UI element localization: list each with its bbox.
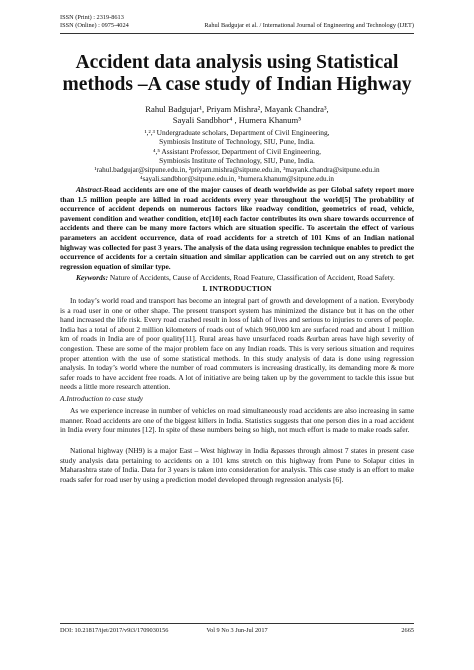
header-divider — [60, 33, 414, 34]
affiliation-line: ⁴,⁵ Assistant Professor, Department of Civil Engineering, — [152, 146, 322, 156]
authors-line-1: Rahul Badgujar¹, Priyam Mishra², Mayank Chandra³, — [145, 104, 329, 114]
footer-divider — [60, 623, 414, 624]
running-head: Rahul Badgujar et al. / International Journal of Engineering and Technology (IJET) — [204, 22, 414, 29]
abstract — [60, 185, 414, 271]
affiliation-line: Symbiosis Institute of Technology, SIU, Pune, India. — [159, 137, 315, 147]
doi: DOI: 10.21817/ijet/2017/v9i3/1709030156 — [60, 627, 169, 634]
keywords — [60, 273, 414, 283]
intro-paragraph-3: National highway (NH9) is a major East – West highway in India &passes through almost 7 states in present case study analysis data pertaining to accidents on a 101 kms stretch on this highway from Pune to Solapur cities in Maharashtra state of India. Data for 3 years is taken into consideration for analysis. This case study is an effort to make roads safer for road user by using a prediction model developed through regression analysis [6]. — [60, 446, 414, 484]
email-line: ¹rahul.badgujar@sitpune.edu.in, ²priyam.mishra@sitpune.edu.in, ³mayank.chandra@sitpune.edu.in — [94, 166, 380, 174]
section-heading-introduction: I. INTRODUCTION — [202, 284, 272, 293]
intro-paragraph-1: In today’s world road and transport has become an integral part of growth and development of a nation. Everybody is a road user in one or other shape. The present transport system has minimized the distance but it has on the other hand increased the life risk. Every road crashed result in loss of lakh of lives and serious to injuries to corers of people. India has a total of about 2 million kilometers of roads out of which 960,000 km are surfaced road and about 1 million km of roads in India are of poor quality[11]. Rural areas have unsurfaced roads &urban areas have high severity of congestion. These are some of the major problem face on any Indian roads. This is very serious situation and requires proper attention with the use of some statistical methods. In this study analysis of data is done using regression analysis. In today’s world where the number of road commuters is increasing drastically, its demanding more & more safer roads to have accident free roads. A lot of initiative are being taken up by the government to tackle this issue but needs a little more research attention. — [60, 296, 414, 392]
author-list — [60, 104, 414, 126]
issn-online: ISSN (Online) : 0975-4024 — [60, 22, 129, 29]
affiliation-line: ¹,²,³ Undergraduate scholars, Department of Civil Engineering, — [144, 128, 330, 137]
volume-info: Vol 9 No 3 Jun-Jul 2017 — [206, 627, 268, 634]
keywords-text: Nature of Accidents, Cause of Accidents, Road Feature, Classification of Accident, Road Safety. — [108, 273, 395, 282]
issn-print: ISSN (Print) : 2319-8613 — [60, 14, 124, 21]
keywords-label: Keywords: — [76, 273, 109, 282]
page-number: 2665 — [401, 627, 414, 634]
affiliations — [60, 128, 414, 166]
issn-block — [60, 14, 129, 30]
authors-line-2: Sayali Sandbhor⁴ , Humera Khanum⁵ — [172, 115, 302, 125]
abstract-label: Abstract- — [76, 185, 104, 194]
affiliation-line: Symbiosis Institute of Technology, SIU, Pune, India. — [159, 156, 315, 166]
paper-title: Accident data analysis using Statistical methods –A case study of Indian Highway — [62, 52, 412, 95]
intro-paragraph-2: As we experience increase in number of vehicles on road simultaneously road accidents are also increasing in same manner. Road accidents are one of the biggest killers in India. Statistics suggests that one person dies in a road accident in India every four minutes [12]. In spite of these numbers being so high, not much effort is made to make roads safer. — [60, 406, 414, 435]
abstract-text: Road accidents are one of the major causes of death worldwide as per Global safety report more than 1.5 million people are killed in road accidents every year throughout the world[5] The probability of occurrence of accident depends on numerous factors like roadway condition, geometrics of road, vehicle, pavement condition and weather condition, etc[10] each factor contributes its own share towards occurrence of accidents and there can be many more factors which are situation specific. To ascertain the effect of various parameters an accident occurrence, data of road accidents for a stretch of 101 Kms of an Indian national highway was collected for past 3 years. The analysis of the data using regression technique enables to predict the occurrence of accidents for a certain situation and similar application can be carried out on any stretch to get regression equation of similar type. — [60, 185, 414, 271]
email-line: ⁴sayali.sandbhor@sitpune.edu.in, ⁵humera.khanum@sitpune.edu.in — [140, 175, 334, 184]
subsection-heading-case-study: A.Introduction to case study — [60, 394, 144, 403]
author-emails — [56, 166, 418, 184]
